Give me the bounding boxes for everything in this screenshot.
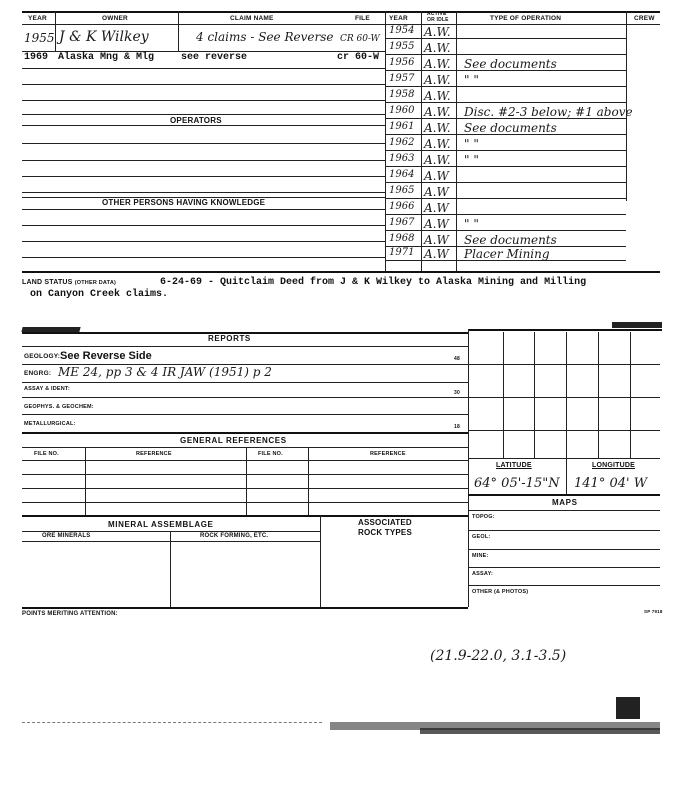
activity-status: A.W bbox=[424, 233, 449, 247]
assay-ident-label: ASSAY & IDENT: bbox=[24, 386, 70, 392]
activity-year: 1967 bbox=[389, 217, 415, 228]
activity-year: 1958 bbox=[389, 89, 415, 100]
activity-year: 1955 bbox=[389, 41, 415, 52]
associated-label: ASSOCIATED bbox=[358, 518, 412, 527]
rock-forming-label: ROCK FORMING, ETC. bbox=[200, 533, 269, 539]
activity-row-rule bbox=[385, 102, 626, 103]
activity-note: " " bbox=[464, 153, 479, 167]
maps-rule bbox=[468, 585, 660, 586]
mine-label: MINE: bbox=[472, 553, 489, 559]
mineral-header-rule bbox=[22, 531, 320, 532]
activity-row-rule bbox=[385, 54, 626, 55]
row-rule bbox=[22, 68, 385, 69]
grid-row bbox=[468, 364, 660, 365]
mineral-assemblage-title: MINERAL ASSEMBLAGE bbox=[108, 520, 214, 529]
activity-year: 1957 bbox=[389, 73, 415, 84]
refs-rule bbox=[22, 474, 468, 475]
activity-row-rule bbox=[385, 38, 626, 39]
land-status-title: LAND STATUS bbox=[22, 279, 73, 286]
mineral-col-rule bbox=[320, 515, 321, 607]
general-references-title: GENERAL REFERENCES bbox=[180, 436, 287, 445]
header-year-2: YEAR bbox=[389, 15, 408, 22]
metallurgical-label: METALLURGICAL: bbox=[24, 421, 76, 427]
activity-year: 1956 bbox=[389, 57, 415, 68]
geophys-label: GEOPHYS. & GEOCHEM: bbox=[24, 404, 94, 410]
activity-status: A.W. bbox=[424, 73, 451, 87]
scan-dashed-line bbox=[22, 722, 322, 723]
header-owner: OWNER bbox=[102, 15, 128, 22]
row-rule bbox=[22, 176, 385, 177]
activity-status: A.W. bbox=[424, 137, 451, 151]
activity-row-rule bbox=[385, 86, 626, 87]
activity-note: See documents bbox=[464, 233, 557, 247]
activity-status: A.W. bbox=[424, 57, 451, 71]
col-rule-year2 bbox=[421, 11, 422, 271]
refs-rule bbox=[22, 460, 468, 461]
maps-rule bbox=[468, 567, 660, 568]
report-row-rule bbox=[22, 414, 468, 415]
header-claim-name: CLAIM NAME bbox=[230, 15, 274, 22]
activity-row-rule bbox=[385, 166, 626, 167]
activity-row-rule bbox=[385, 230, 626, 231]
reports-bottom-rule bbox=[22, 432, 468, 434]
points-label: POINTS MERITING ATTENTION: bbox=[22, 611, 118, 617]
land-status-line-1: 6-24-69 - Quitclaim Deed from J & K Wilkey to Alaska Mining and Milling bbox=[160, 277, 587, 288]
operators-label: OPERATORS bbox=[170, 116, 222, 125]
right-top-rule bbox=[468, 329, 662, 331]
grid-col bbox=[598, 332, 599, 458]
activity-note: " " bbox=[464, 73, 479, 87]
col-rule-active bbox=[456, 11, 457, 271]
refs-col-rule bbox=[246, 447, 247, 515]
owner-year-2: 1969 bbox=[24, 52, 49, 63]
mineral-rule bbox=[22, 541, 320, 542]
land-status-sub: (OTHER DATA) bbox=[74, 280, 117, 286]
latitude-label: LATITUDE bbox=[496, 462, 532, 469]
activity-year: 1968 bbox=[389, 233, 415, 244]
refs-reference-2: REFERENCE bbox=[370, 451, 406, 457]
rock-types-label: ROCK TYPES bbox=[358, 528, 413, 537]
land-status-rule bbox=[22, 271, 660, 273]
activity-status: A.W. bbox=[424, 89, 451, 103]
activity-status: A.W bbox=[424, 201, 449, 215]
refs-col-rule bbox=[85, 447, 86, 515]
row-rule bbox=[22, 257, 385, 258]
col-rule-owner bbox=[178, 11, 179, 51]
land-status-line-2: on Canyon Creek claims. bbox=[30, 289, 169, 300]
grid-col bbox=[566, 332, 567, 458]
report-row-rule bbox=[22, 397, 468, 398]
grid-col bbox=[630, 332, 631, 458]
ore-minerals-label: ORE MINERALS bbox=[42, 533, 91, 539]
other-persons-label: OTHER PERSONS HAVING KNOWLEDGE bbox=[102, 198, 266, 207]
row-rule bbox=[22, 100, 385, 101]
land-status-label bbox=[22, 279, 116, 286]
maps-rule bbox=[468, 530, 660, 531]
form-number: SP 7918 bbox=[644, 609, 663, 614]
row-rule bbox=[22, 192, 385, 193]
scan-smudge bbox=[612, 322, 662, 328]
activity-note: Placer Mining bbox=[464, 247, 550, 261]
maps-rule bbox=[468, 510, 660, 511]
activity-status: A.W. bbox=[424, 105, 451, 119]
header-year: YEAR bbox=[28, 15, 47, 22]
owner-claim-2: see reverse bbox=[181, 52, 248, 63]
col-rule-year bbox=[55, 11, 56, 51]
scan-block bbox=[616, 697, 640, 719]
geology-label: GEOLOGY: bbox=[24, 353, 61, 360]
activity-status: A.W. bbox=[424, 25, 451, 39]
margin-48: 48 bbox=[454, 356, 460, 362]
refs-rule bbox=[22, 488, 468, 489]
activity-row-rule bbox=[385, 214, 626, 215]
activity-status: A.W. bbox=[424, 41, 451, 55]
points-coordinates: (21.9-22.0, 3.1-3.5) bbox=[430, 648, 567, 664]
col-rule-file bbox=[385, 11, 386, 271]
mineral-col-rule bbox=[170, 531, 171, 607]
margin-30: 30 bbox=[454, 390, 460, 396]
header-crew: CREW bbox=[634, 15, 655, 22]
maps-title: MAPS bbox=[552, 498, 578, 507]
header-type-of-operation: TYPE OF OPERATION bbox=[490, 15, 562, 22]
activity-row-rule bbox=[385, 150, 626, 151]
row-rule bbox=[22, 84, 385, 85]
activity-status: A.W bbox=[424, 217, 449, 231]
header-file: FILE bbox=[355, 15, 370, 22]
scan-smudge bbox=[21, 327, 80, 332]
owner-file-1: CR 60-W bbox=[340, 34, 380, 44]
top-rule bbox=[22, 11, 660, 13]
refs-header-rule bbox=[22, 447, 468, 448]
activity-status: A.W bbox=[424, 247, 449, 261]
activity-year: 1971 bbox=[389, 247, 415, 258]
activity-year: 1962 bbox=[389, 137, 415, 148]
grid-col bbox=[503, 332, 504, 458]
row-rule bbox=[22, 125, 385, 126]
activity-status: A.W bbox=[424, 185, 449, 199]
longitude-label: LONGITUDE bbox=[592, 462, 636, 469]
grid-col bbox=[534, 332, 535, 458]
activity-status: A.W. bbox=[424, 153, 451, 167]
header-active: ACTIVE bbox=[427, 11, 447, 17]
maps-rule bbox=[468, 549, 660, 550]
grid-row bbox=[468, 397, 660, 398]
row-rule bbox=[22, 143, 385, 144]
margin-18: 18 bbox=[454, 424, 460, 430]
owner-name-1: J & K Wilkey bbox=[59, 29, 149, 45]
latlong-divider bbox=[566, 458, 567, 494]
refs-file-no-2: FILE NO. bbox=[258, 451, 283, 457]
activity-note: See documents bbox=[464, 121, 557, 135]
activity-note: See documents bbox=[464, 57, 557, 71]
refs-rule bbox=[22, 502, 468, 503]
report-row-rule bbox=[22, 382, 468, 383]
activity-note: " " bbox=[464, 217, 479, 231]
refs-col-rule bbox=[308, 447, 309, 515]
row-rule bbox=[22, 225, 385, 226]
engrg-label: ENGRG: bbox=[24, 370, 52, 377]
header-or-idle: OR IDLE bbox=[427, 17, 449, 23]
maps-top-rule bbox=[468, 494, 660, 496]
owner-name-2: Alaska Mng & Mlg bbox=[58, 52, 155, 63]
refs-file-no: FILE NO. bbox=[34, 451, 59, 457]
activity-status: A.W bbox=[424, 169, 449, 183]
right-panel-border bbox=[468, 329, 469, 607]
grid-row bbox=[468, 430, 660, 431]
latitude-value: 64° 05'-15"N bbox=[474, 476, 560, 491]
refs-reference: REFERENCE bbox=[136, 451, 172, 457]
mineral-bottom-rule bbox=[22, 607, 468, 609]
refs-bottom-rule bbox=[22, 515, 468, 517]
activity-year: 1965 bbox=[389, 185, 415, 196]
header-rule bbox=[22, 24, 660, 25]
geol-label: GEOL: bbox=[472, 534, 491, 540]
row-rule bbox=[22, 241, 385, 242]
activity-year: 1964 bbox=[389, 169, 415, 180]
activity-year: 1960 bbox=[389, 105, 415, 116]
row-rule bbox=[22, 114, 385, 115]
owner-file-2: cr 60-W bbox=[337, 52, 380, 63]
activity-year: 1966 bbox=[389, 201, 415, 212]
reports-title: REPORTS bbox=[208, 334, 251, 343]
owner-claim-1: 4 claims - See Reverse bbox=[196, 30, 334, 44]
activity-row-rule bbox=[385, 198, 626, 199]
longitude-value: 141° 04' W bbox=[574, 476, 648, 491]
geology-value: See Reverse Side bbox=[60, 350, 152, 362]
activity-note: Disc. #2-3 below; #1 above bbox=[464, 105, 633, 119]
activity-note: " " bbox=[464, 137, 479, 151]
row-rule bbox=[22, 160, 385, 161]
assay-label: ASSAY: bbox=[472, 571, 494, 577]
activity-year: 1954 bbox=[389, 25, 415, 36]
topog-label: TOPOG: bbox=[472, 514, 495, 520]
other-photos-label: OTHER (& PHOTOS) bbox=[472, 589, 529, 595]
grid-row bbox=[468, 458, 660, 459]
activity-status: A.W. bbox=[424, 121, 451, 135]
row-rule bbox=[22, 209, 385, 210]
scan-streak bbox=[420, 728, 660, 734]
owner-year-1: 1955 bbox=[24, 31, 55, 45]
engrg-value: ME 24, pp 3 & 4 IR JAW (1951) p 2 bbox=[58, 365, 272, 379]
activity-row-rule bbox=[385, 182, 626, 183]
activity-year: 1961 bbox=[389, 121, 415, 132]
reports-header-rule bbox=[22, 346, 468, 347]
activity-year: 1963 bbox=[389, 153, 415, 164]
